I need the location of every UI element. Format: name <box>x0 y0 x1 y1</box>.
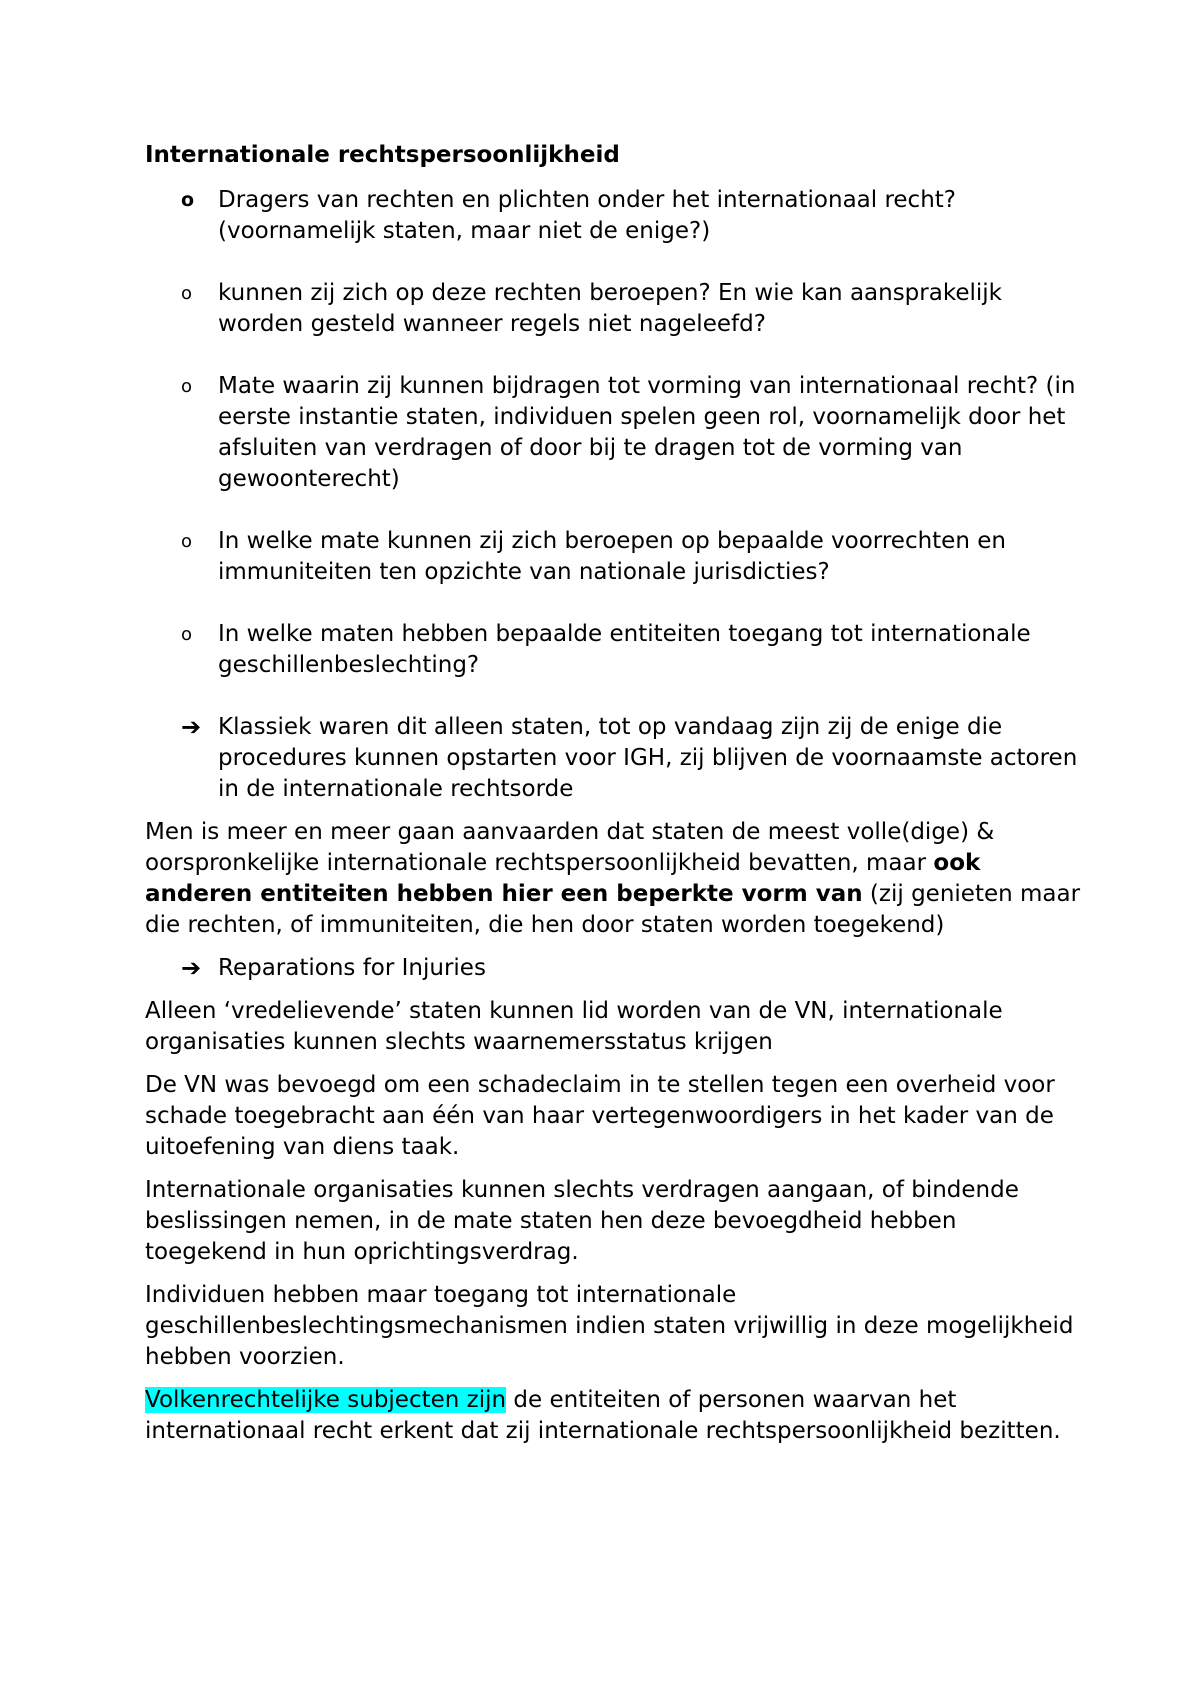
arrow-icon: ➔ <box>181 713 202 741</box>
bullet-marker: o <box>181 624 193 645</box>
bullet-marker-filled: o <box>181 189 195 211</box>
bullet-marker: o <box>181 283 193 304</box>
bullet-item <box>145 526 1085 588</box>
paragraph: Individuen hebben maar toegang tot internationale geschillenbeslechtingsmechanismen indien staten vrijwillig in deze mogelijkheid hebben voorzien. <box>145 1282 1074 1370</box>
bullet-text: In welke mate kunnen zij zich beroepen op bepaalde voorrechten en immuniteiten ten opzichte van nationale jurisdicties? <box>218 528 1006 585</box>
paragraph-text: (zij genieten maar die rechten, of immuniteiten, die hen door staten worden toegekend) <box>145 881 1081 938</box>
bullet-text: kunnen zij zich op deze rechten beroepen? En wie kan aansprakelijk worden gesteld wanneer regels niet nageleefd? <box>218 280 1002 337</box>
bullet-marker: o <box>181 531 193 552</box>
section-heading: Internationale rechtspersoonlijkheid <box>145 142 620 168</box>
bullet-item <box>145 278 1085 340</box>
arrow-bullet-item <box>145 712 1085 805</box>
bullet-marker: o <box>181 376 193 397</box>
bullet-text: Mate waarin zij kunnen bijdragen tot vorming van internationaal recht? (in eerste instantie staten, individuen spelen geen rol, voornamelijk door het afsluiten van verdragen of door bij te dragen tot de vorming van gewoonterecht) <box>218 373 1076 492</box>
arrow-bullet-item <box>145 953 1085 984</box>
paragraph-text: de entiteiten of personen waarvan het internationaal recht erkent dat zij internationale rechtspersoonlijkheid bezitten. <box>145 1387 1061 1444</box>
paragraph-text: Men is meer en meer gaan aanvaarden dat staten de meest volle(dige) & oorspronkelijke internationale rechtspersoonlijkheid bevatten, maar <box>145 819 995 876</box>
bullet-text: Dragers van rechten en plichten onder het internationaal recht? (voornamelijk staten, maar niet de enige?) <box>218 187 957 244</box>
bullet-item <box>145 185 1085 247</box>
highlighted-text: Volkenrechtelijke subjecten zijn <box>145 1387 507 1413</box>
bullet-item <box>145 371 1085 495</box>
bullet-item <box>145 619 1085 681</box>
arrow-bullet-text: Klassiek waren dit alleen staten, tot op vandaag zijn zij de enige die procedures kunnen opstarten voor IGH, zij blijven de voornaamste actoren in de internationale rechtsorde <box>218 714 1078 802</box>
arrow-bullet-text: Reparations for Injuries <box>218 955 486 981</box>
paragraph: Internationale organisaties kunnen slechts verdragen aangaan, of bindende beslissingen nemen, in de mate staten hen deze bevoegdheid hebben toegekend in hun oprichtingsverdrag. <box>145 1177 1019 1265</box>
paragraph <box>145 817 1085 941</box>
paragraph: Alleen ‘vredelievende’ staten kunnen lid worden van de VN, internationale organisaties kunnen slechts waarnemersstatus krijgen <box>145 998 1003 1055</box>
document-content <box>145 140 1085 1459</box>
paragraph-bold-text: ook anderen entiteiten hebben hier een beperkte vorm van <box>145 850 981 907</box>
bullet-text: In welke maten hebben bepaalde entiteiten toegang tot internationale geschillenbeslechting? <box>218 621 1031 678</box>
paragraph <box>145 1385 1085 1447</box>
arrow-icon: ➔ <box>181 954 202 982</box>
paragraph: De VN was bevoegd om een schadeclaim in te stellen tegen een overheid voor schade toegebracht aan één van haar vertegenwoordigers in het kader van de uitoefening van diens taak. <box>145 1072 1055 1160</box>
